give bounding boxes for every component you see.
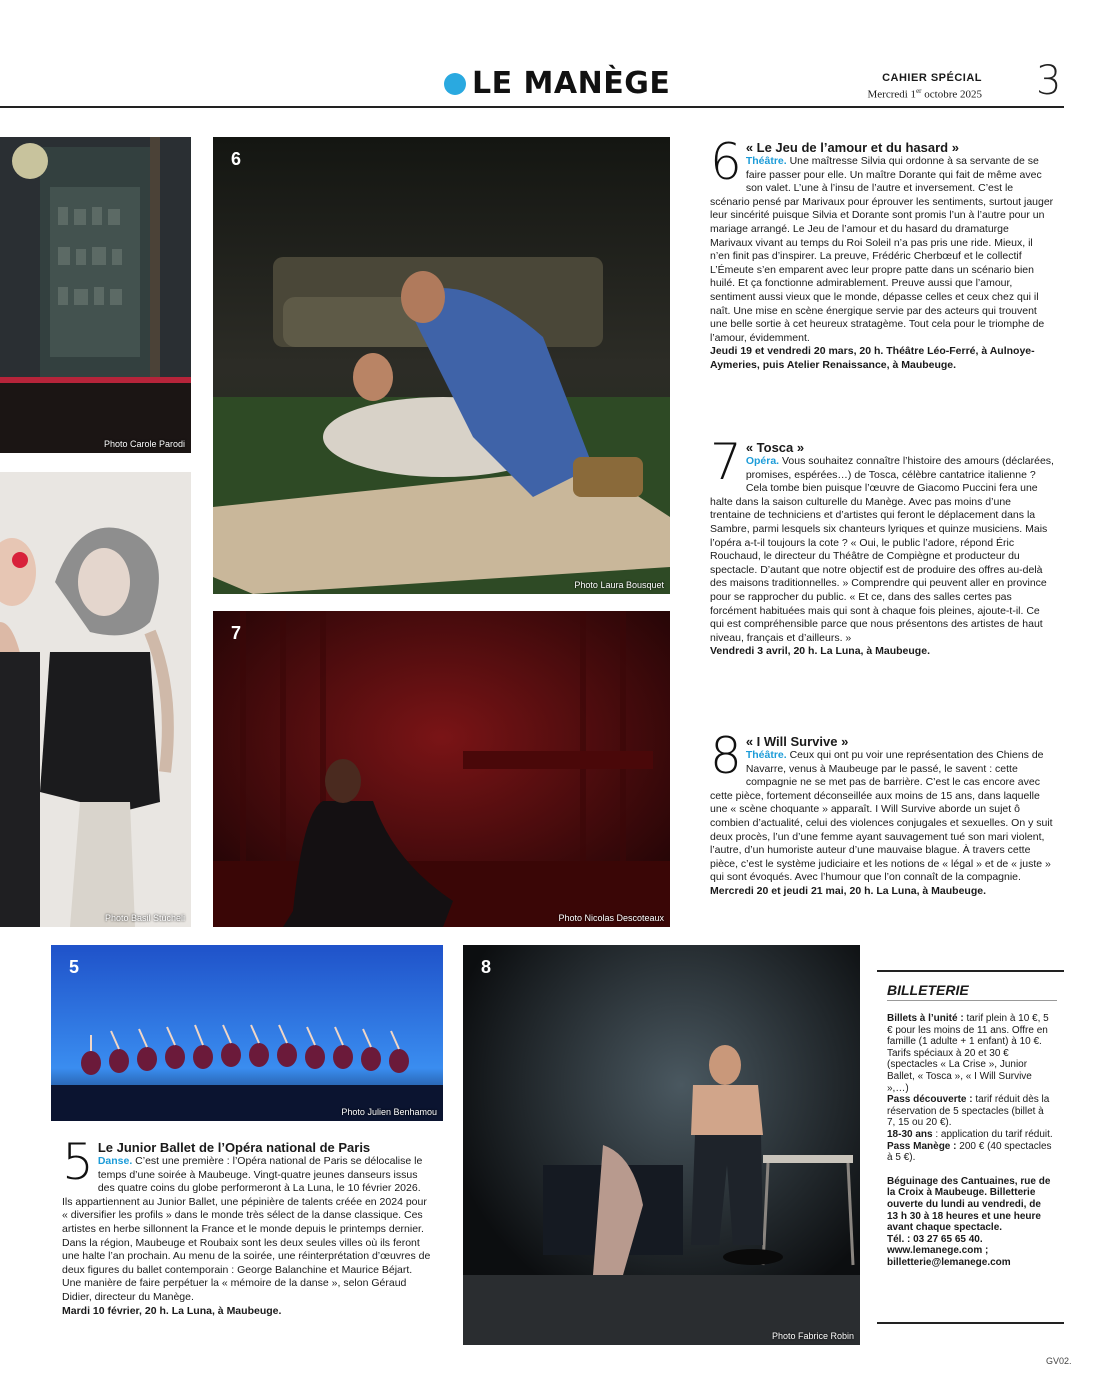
- photo-5: [51, 945, 443, 1121]
- page-number: 3: [1036, 58, 1062, 104]
- photo-credit: Photo Nicolas Descoteaux: [558, 913, 664, 923]
- article-body: Ceux qui ont pu voir une représentation des Chiens de Navarre, venus à Maubeuge par le passé, le savent : cette compagnie ne se met pas de barrière. C’est le cas encore avec cette pièce, fortement déconseillée aux moins de 15 ans, dans laquelle une « scène choquante » apparaît. I Will Survive aborde un sujet ô combien d’actualité, celui des violences conjugales et sexuelles. On y suit deux procès, l’un d’une femme ayant sauvagement tué son mari violent, l’autre, d’un humoriste auteur d’une mauvaise blague. À travers cette pièce, c’est le système judiciaire et les notions de « légal » et de « juste » qui sont évoqués. Avec l’humour que l’on connaît de la compagnie.: [710, 749, 1053, 884]
- article-info: Mardi 10 février, 20 h. La Luna, à Maubeuge.: [62, 1304, 282, 1317]
- article-title: « Le Jeu de l’amour et du hasard »: [745, 140, 959, 155]
- section-info: [846, 72, 982, 102]
- photo-6: [213, 137, 670, 594]
- article-5: [62, 1133, 432, 1318]
- photo-number: 8: [481, 957, 492, 977]
- billetterie-email[interactable]: billetterie@lemanege.com: [887, 1256, 1011, 1268]
- billetterie-divider: [887, 1000, 1057, 1001]
- photo-mid-left: [0, 472, 191, 927]
- article-body: Une maîtresse Silvia qui ordonne à sa servante de se faire passer pour elle. Un maître Dorante qui fait de même avec son valet. L’une à l’insu de l’autre et inversement. C’est le scénario pensé par Marivaux pour éprouver les sentiments, surtout jauger leur sincérité puisque Silvia et Dorante sont promis l’un à l’autre pour un mariage arrangé. Le Jeu de l’amour et du hasard du dramaturge Marivaux vivant au temps du Roi Soleil n’a pas pris une ride. Mieux, il n’en finit pas d’inspirer. La preuve, Frédéric Cherbœuf et le collectif L’Émeute s’en emparent avec leur propre patte dans un scénario bien huilé. Et ça fonctionne admirablement. Preuve aussi que l’amour, sentiment aussi vieux que le monde, dépasse celles et ceux chez qui il naît. Une mise en scène énergique servie par des acteurs qui trouvent une belle sortie à cet heureux stratagème. Tout cela pour le triomphe de l’amour, évidemment.: [710, 155, 1054, 344]
- photo-mid-left-image: [0, 472, 191, 927]
- folio: GV02.: [1046, 1356, 1072, 1366]
- article-genre: Opéra.: [745, 455, 780, 467]
- article-6: [710, 133, 1054, 373]
- article-title: « I Will Survive »: [745, 734, 849, 749]
- photo-5-image: [51, 945, 443, 1121]
- photo-credit: Photo Carole Parodi: [103, 439, 185, 449]
- article-body: Vous souhaitez connaître l’histoire des amours (déclarées, promises, espérées…) de Tosca, célèbre cantatrice italienne ? Cela tombe bien puisque l’œuvre de Giacomo Puccini fera une halte dans la saison culturelle du Manège. Avec pas moins d’une trentaine de techniciens et d’artistes qui feront le déplacement dans la Sambre, parmi lesquels six chanteurs lyriques et quinze musiciens. Mais l’opéra a-t-il toujours la cote ? « Oui, le public l’adore, répond Éric Rouchaud, le directeur du Théâtre de Compiègne et producteur du spectacle. D’autant que notre objectif est de produire des offres au-delà des maisons traditionnelles. » Comprendre qui peuvent aller en province pour se rapprocher du public. « Et ce, dans des salles certes pas forcément habituées mais qui sont à chaque fois pleines, ajoute-t-il. Ce qui est compréhensible parce que nous présentons des artistes de haut niveau, français et d’ailleurs. »: [710, 455, 1054, 644]
- article-genre: Théâtre.: [745, 749, 787, 761]
- article-8: [710, 727, 1054, 899]
- billetterie-phone[interactable]: Tél. : 03 27 65 65 40.: [887, 1233, 983, 1245]
- brand-dot-icon: [444, 73, 466, 95]
- brand-title: [444, 66, 670, 101]
- issue-date: Mercredi 1er octobre 2025: [867, 87, 982, 101]
- photo-credit: Photo Julien Benhamou: [341, 1107, 437, 1117]
- article-number: 6: [710, 133, 742, 191]
- photo-7-image: [213, 611, 670, 927]
- article-7: [710, 433, 1054, 659]
- billetterie-box: [877, 970, 1064, 1324]
- article-number: 7: [710, 433, 742, 491]
- billetterie-title: BILLETERIE: [887, 982, 969, 998]
- photo-top-left-image: [0, 137, 191, 453]
- photo-number: 6: [231, 149, 242, 169]
- article-genre: Théâtre.: [745, 155, 787, 167]
- photo-credit: Photo Fabrice Robin: [771, 1331, 854, 1341]
- photo-number: 7: [231, 623, 242, 643]
- header-rule: [0, 106, 1064, 108]
- brand-name: LE MANÈGE: [472, 66, 671, 101]
- article-info: Vendredi 3 avril, 20 h. La Luna, à Maubeuge.: [710, 645, 930, 658]
- photo-8-image: [463, 945, 860, 1345]
- billetterie-prices: Billets à l’unité : tarif plein à 10 €, 5 € pour les moins de 11 ans. Offre en famille (1 adulte + 1 enfant) à 10 €. Tarifs spéciaux à 20 et 30 € (spectacles « La Crise », Junior Ballet, « Tosca », « I Will Survive »,…) Pass découverte : tarif réduit dès la réservation de 5 spectacles (billet à 7, 15 ou 20 €). 18-30 ans : application du tarif réduit. Pass Manège : 200 € (40 spectacles à 5 €).: [887, 1013, 1053, 1164]
- billetterie-address: Béguinage des Cantuaines, rue de la Croix à Maubeuge. Billetterie ouverte du lundi au vendredi, de 13 h 30 à 18 heures et une heure avant chaque spectacle.: [887, 1175, 1051, 1234]
- photo-top-left: [0, 137, 191, 453]
- billetterie-website[interactable]: www.lemanege.com ;: [887, 1245, 989, 1257]
- article-body: C’est une première : l’Opéra national de Paris se délocalise le temps d’une soirée à Maubeuge. Vingt-quatre jeunes danseurs issus des quatre coins du globe performeront à La Luna, le 10 février 2026. Ils appartiennent au Junior Ballet, une pépinière de talents créée en 2024 pour « diversifier les profils » dans le monde très sélect de la danse classique. Ces artistes en herbe sillonnent la France et le monde depuis le printemps dernier. Dans la région, Maubeuge et Roubaix sont les deux seules villes où ils feront une halte l’an prochain. Au menu de la soirée, une réinterprétation d’œuvres de deux figures du ballet contemporain : George Balanchine et Maurice Béjart. Une manière de faire perpétuer la « mémoire de la danse », selon Géraud Didier, directeur du Manège.: [62, 1155, 431, 1303]
- article-genre: Danse.: [97, 1155, 133, 1167]
- photo-credit: Photo Laura Bousquet: [574, 580, 664, 590]
- article-number: 5: [62, 1133, 94, 1191]
- photo-7: [213, 611, 670, 927]
- article-title: Le Junior Ballet de l’Opéra national de Paris: [97, 1140, 371, 1155]
- cahier-label: CAHIER SPÉCIAL: [882, 72, 982, 84]
- article-title: « Tosca »: [745, 440, 805, 455]
- article-info: Mercredi 20 et jeudi 21 mai, 20 h. La Luna, à Maubeuge.: [710, 884, 987, 897]
- billetterie-contact: [887, 1176, 1054, 1269]
- photo-credit: Photo Basil Stücheli: [104, 913, 185, 923]
- photo-8: [463, 945, 860, 1345]
- article-info: Jeudi 19 et vendredi 20 mars, 20 h. Théâtre Léo-Ferré, à Aulnoye-Aymeries, puis Atelier Renaissance, à Maubeuge.: [710, 345, 1035, 371]
- photo-6-image: [213, 137, 670, 594]
- article-number: 8: [710, 727, 742, 785]
- photo-number: 5: [69, 957, 80, 977]
